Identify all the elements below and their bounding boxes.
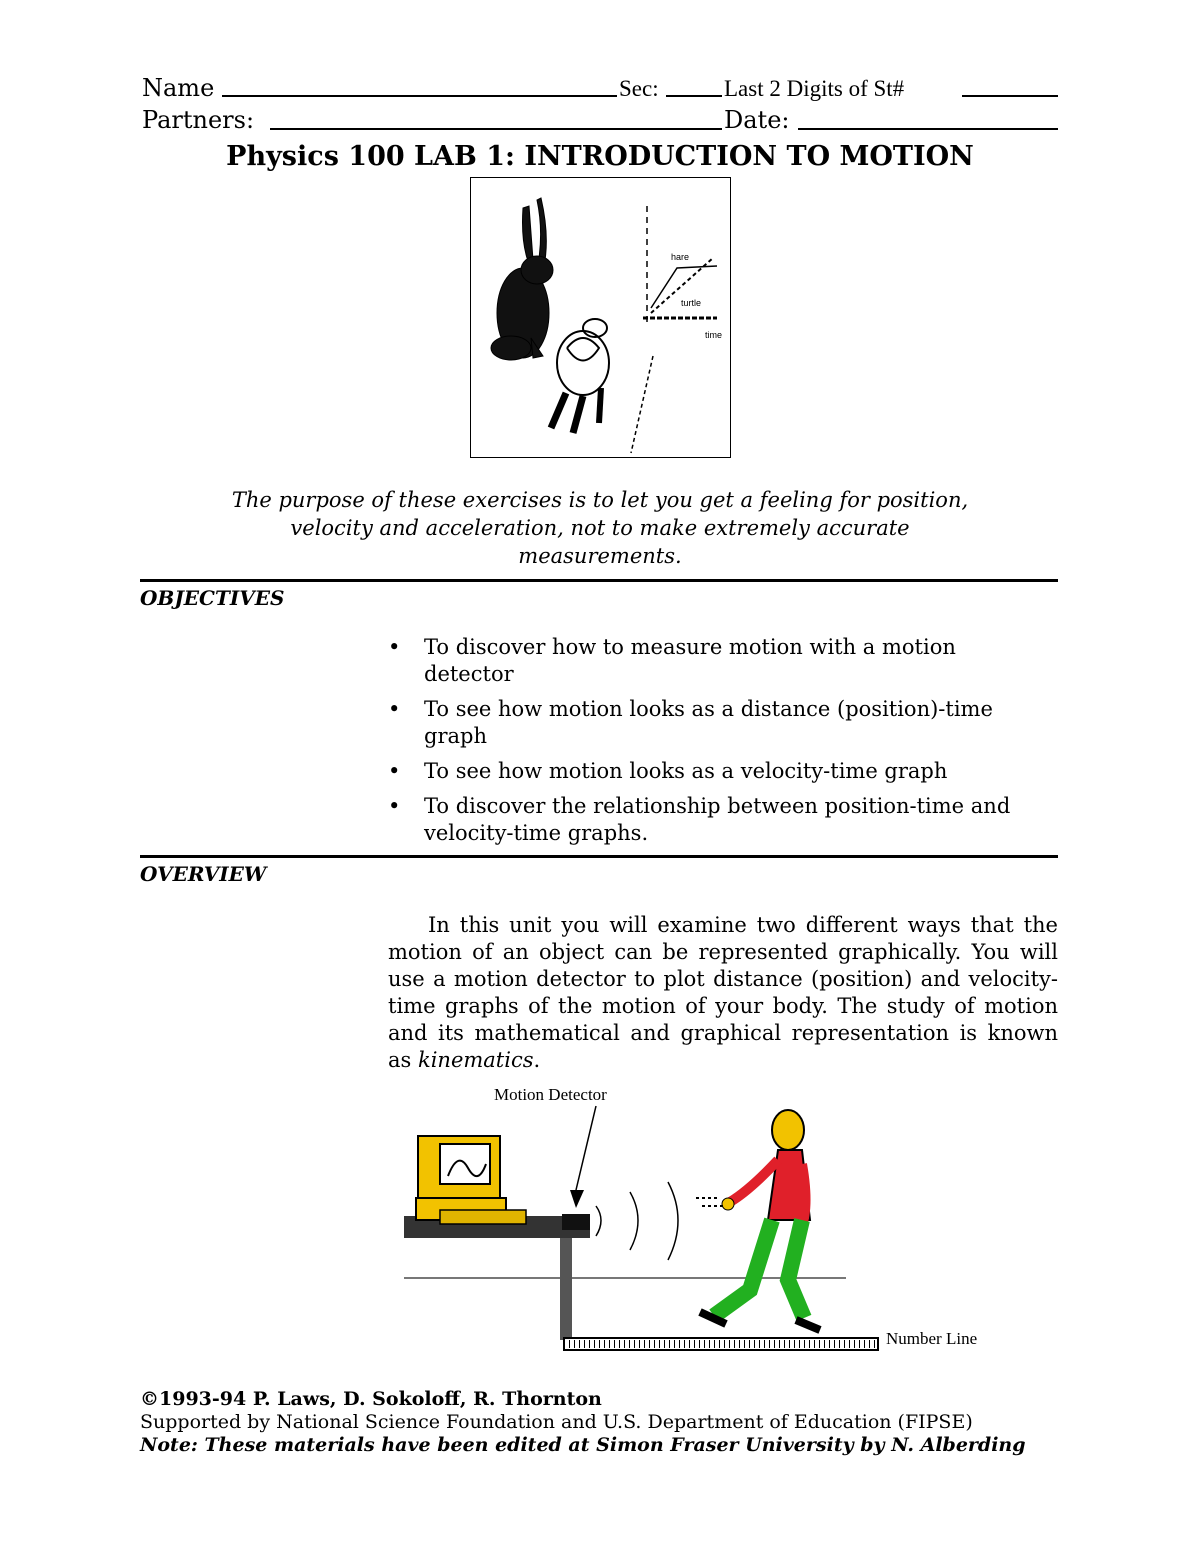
footer <box>140 1388 1040 1457</box>
purpose-statement: The purpose of these exercises is to let you get a feeling for position, velocity and acceleration, not to make extremely accurate measurements. <box>231 488 969 568</box>
student-number-field-line[interactable] <box>962 95 1058 97</box>
turtle-icon <box>551 319 609 433</box>
number-line-label: Number Line <box>886 1329 978 1348</box>
student-number-label: Last 2 Digits of St# <box>724 76 905 101</box>
list-item: • To see how motion looks as a distance (position)-time graph <box>388 697 993 748</box>
bullet-icon: • <box>388 697 401 721</box>
support-line: Supported by National Science Foundation and U.S. Department of Education (FIPSE) <box>140 1411 973 1433</box>
page-title: Physics 100 LAB 1: INTRODUCTION TO MOTION <box>226 141 974 172</box>
motion-detector-label: Motion Detector <box>494 1085 607 1104</box>
hare-label: hare <box>671 252 690 262</box>
walking-person-icon <box>700 1110 820 1330</box>
hare-turtle-illustration <box>471 178 730 457</box>
bullet-icon: • <box>388 794 401 818</box>
hare-icon <box>491 198 553 360</box>
name-label: Name <box>142 74 215 102</box>
computer-icon <box>416 1136 526 1224</box>
name-field-line[interactable] <box>222 95 617 97</box>
motion-detector-icon <box>562 1214 590 1230</box>
motion-detector-illustration <box>400 1080 1010 1360</box>
objectives-list <box>388 634 1048 855</box>
copyright-line: ©1993-94 P. Laws, D. Sokoloff, R. Thornton <box>140 1388 602 1410</box>
turtle-label: turtle <box>681 298 702 308</box>
partners-field-line[interactable] <box>270 128 722 130</box>
number-line <box>564 1338 878 1350</box>
hare-turtle-figure <box>470 177 731 458</box>
objectives-heading: OBJECTIVES <box>140 586 285 610</box>
partners-label: Partners: <box>142 106 255 134</box>
date-label: Date: <box>724 106 790 134</box>
sec-label: Sec: <box>619 76 659 101</box>
list-item: • To see how motion looks as a velocity-time graph <box>388 759 948 783</box>
sec-field-line[interactable] <box>666 95 722 97</box>
date-field-line[interactable] <box>798 128 1058 130</box>
motion-detector-figure <box>400 1080 1010 1360</box>
list-item: • To discover how to measure motion with a motion detector <box>388 635 956 686</box>
objectives-divider <box>140 579 1058 582</box>
list-item: • To discover the relationship between position-time and velocity-time graphs. <box>388 794 1011 845</box>
time-axis-label: time <box>705 330 723 340</box>
overview-divider <box>140 855 1058 858</box>
bullet-icon: • <box>388 635 401 659</box>
overview-paragraph: In this unit you will examine two different ways that the motion of an object can be represented graphically. You will use a motion detector to plot distance (position) and velocity-time graphs of the motion of your body. The study of motion and its mathematical and graphical representation is known as kinematics. <box>388 913 1058 1072</box>
overview-heading: OVERVIEW <box>140 862 267 886</box>
bullet-icon: • <box>388 759 401 783</box>
note-line: Note: These materials have been edited at Simon Fraser University by N. Alberding <box>140 1434 1026 1456</box>
